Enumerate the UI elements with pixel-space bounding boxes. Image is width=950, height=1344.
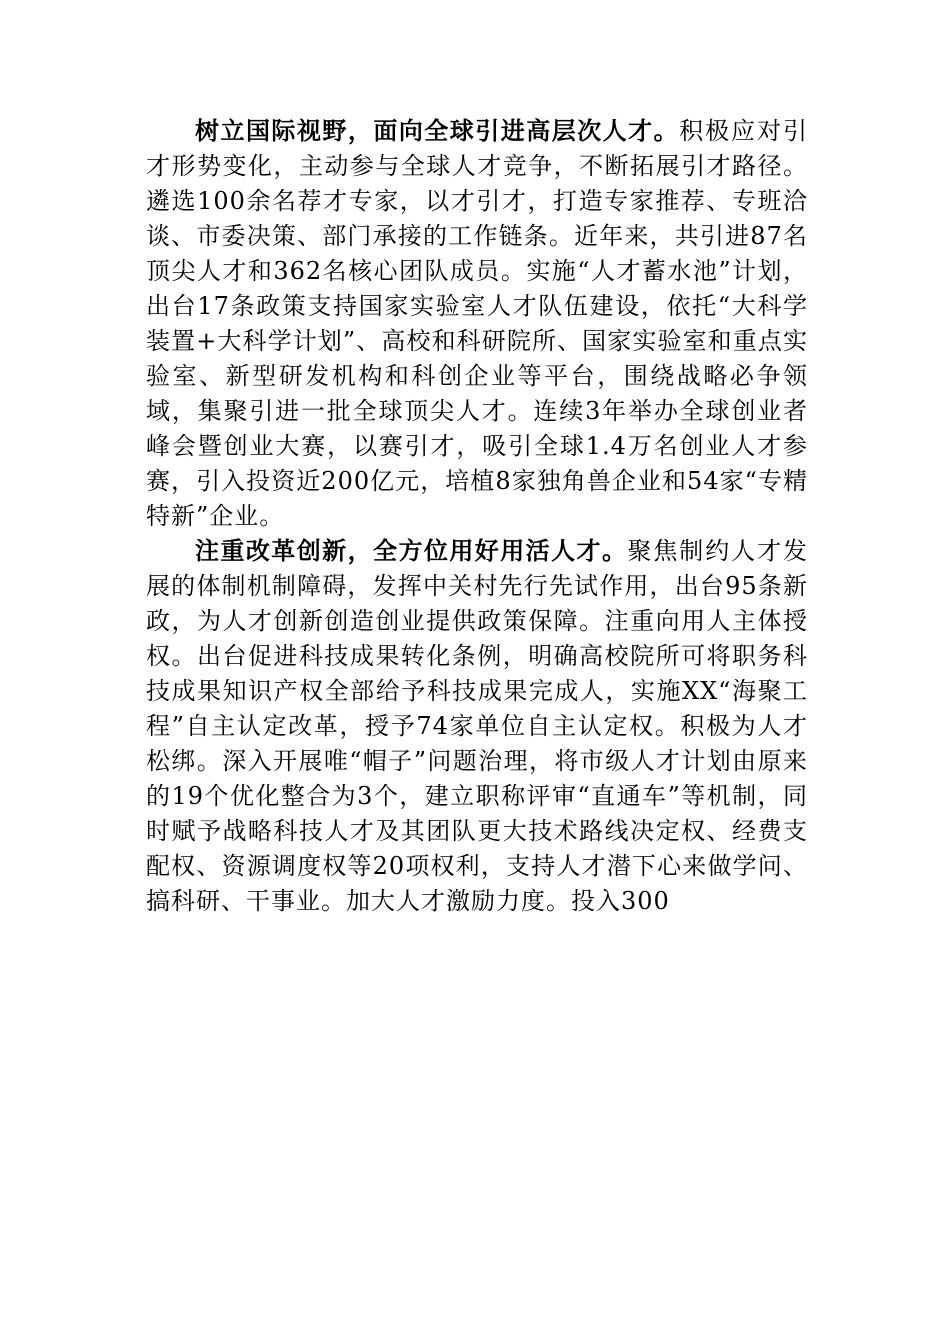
paragraph-1 [146, 114, 808, 534]
paragraph-2 [146, 534, 808, 919]
paragraph-1-heading: 树立国际视野，面向全球引进高层次人才。 [195, 117, 680, 145]
paragraph-2-heading: 注重改革创新，全方位用好用活人才。 [195, 537, 628, 565]
document-body [146, 114, 808, 919]
paragraph-2-text: 聚焦制约人才发展的体制机制障碍，发挥中关村先行先试作用，出台95条新政，为人才创新创造创业提供政策保障。注重向用人主体授权。出台促进科技成果转化条例，明确高校院所可将职务科技成果知识产权全部给予科技成果完成人，实施XX“海聚工程”自主认定改革，授予74家单位自主认定权。积极为人才松绑。深入开展唯“帽子”问题治理，将市级人才计划由原来的19个优化整合为3个，建立职称评审“直通车”等机制，同时赋予战略科技人才及其团队更大技术路线决定权、经费支配权、资源调度权等20项权利，支持人才潜下心来做学问、搞科研、干事业。加大人才激励力度。投入300 [146, 537, 808, 915]
paragraph-1-text: 积极应对引才形势变化，主动参与全球人才竞争，不断拓展引才路径。遴选100余名荐才专家，以才引才，打造专家推荐、专班洽谈、市委决策、部门承接的工作链条。近年来，共引进87名顶尖人才和362名核心团队成员。实施“人才蓄水池”计划，出台17条政策支持国家实验室人才队伍建设，依托“大科学装置+大科学计划”、高校和科研院所、国家实验室和重点实验室、新型研发机构和科创企业等平台，围绕战略必争领域，集聚引进一批全球顶尖人才。连续3年举办全球创业者峰会暨创业大赛，以赛引才，吸引全球1.4万名创业人才参赛，引入投资近200亿元，培植8家独角兽企业和54家“专精特新”企业。 [146, 117, 809, 530]
